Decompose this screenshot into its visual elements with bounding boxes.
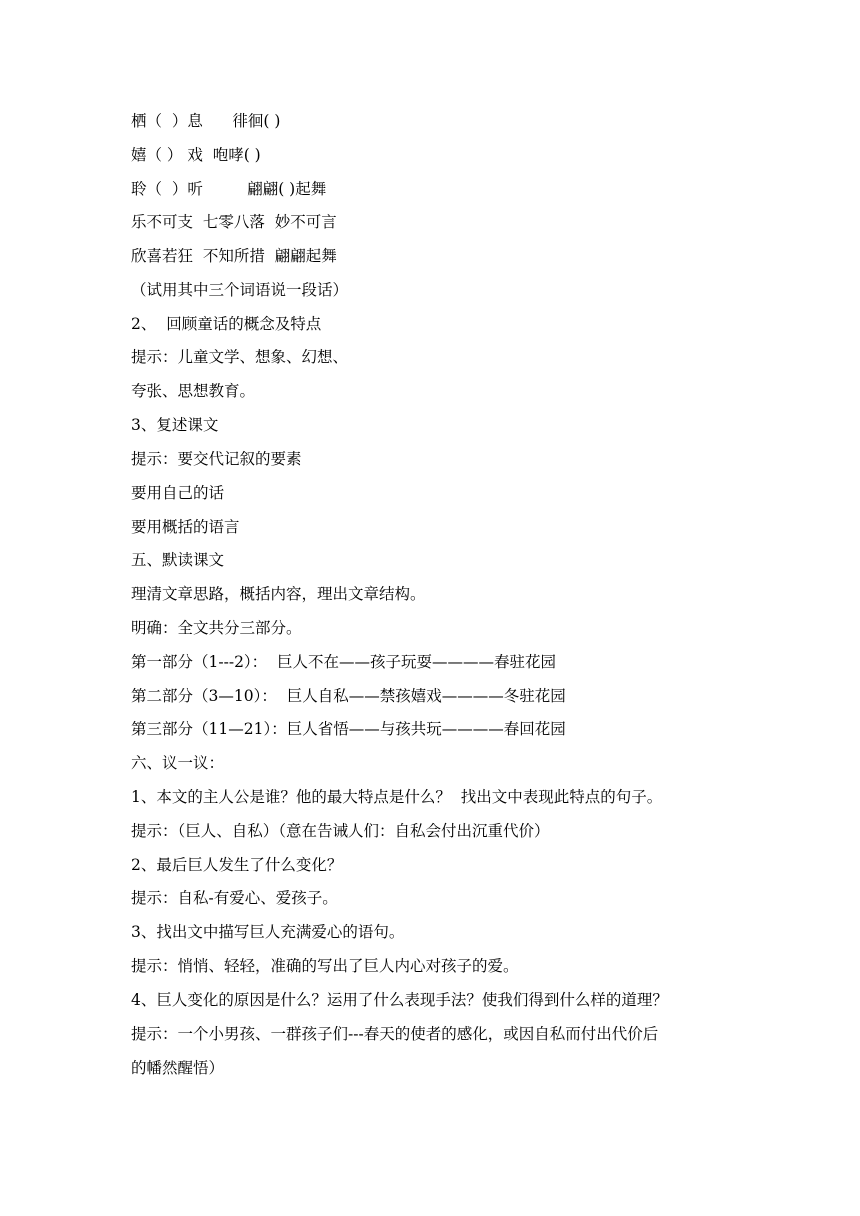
- structure-part-1: 第一部分（1---2）： 巨人不在——孩子玩耍————春驻花园: [131, 653, 557, 671]
- structure-part-2: 第二部分（3—10）： 巨人自私——禁孩嬉戏————冬驻花园: [131, 687, 566, 705]
- hint-4: 提示：一个小男孩、一群孩子们---春天的使者的感化，或因自私而付出代价后: [131, 1025, 659, 1043]
- question-3: 3、找出文中描写巨人充满爱心的语句。: [131, 923, 405, 941]
- question-4: 4、巨人变化的原因是什么？运用了什么表现手法？使我们得到什么样的道理？: [131, 991, 668, 1009]
- text-line: 要用自己的话: [131, 484, 225, 502]
- structure-part-3: 第三部分（11—21）：巨人省悟——与孩共玩————春回花园: [131, 720, 566, 738]
- text-line: 乐不可支 七零八落 妙不可言: [131, 213, 337, 231]
- text-line: 夸张、思想教育。: [131, 382, 256, 400]
- question-1: 1、本文的主人公是谁？他的最大特点是什么？ 找出文中表现此特点的句子。: [131, 788, 663, 806]
- text-line: 提示：要交代记叙的要素: [131, 450, 302, 468]
- section-heading: 3、复述课文: [131, 416, 219, 434]
- question-2: 2、最后巨人发生了什么变化？: [131, 856, 343, 874]
- text-line: 栖（ ）息 徘徊( ): [131, 112, 281, 130]
- section-heading: 2、 回顾童话的概念及特点: [131, 315, 322, 333]
- text-line: 要用概括的语言: [131, 518, 240, 536]
- text-line: 提示：儿童文学、想象、幻想、: [131, 348, 349, 366]
- hint-4-continued: 的幡然醒悟）: [131, 1059, 225, 1077]
- hint-1: 提示：（巨人、自私）（意在告诫人们：自私会付出沉重代价）: [131, 822, 550, 840]
- text-line: 欣喜若狂 不知所措 翩翩起舞: [131, 247, 337, 265]
- text-line: 明确：全文共分三部分。: [131, 619, 302, 637]
- hint-2: 提示：自私-有爱心、爱孩子。: [131, 889, 338, 907]
- section-heading: 五、默读课文: [131, 551, 225, 569]
- text-line: 嬉（ ） 戏 咆哮( ): [131, 146, 261, 164]
- hint-3: 提示：悄悄、轻轻，准确的写出了巨人内心对孩子的爱。: [131, 957, 519, 975]
- section-heading: 六、议一议：: [131, 754, 225, 772]
- text-line: 理清文章思路，概括内容，理出文章结构。: [131, 585, 426, 603]
- text-line: （试用其中三个词语说一段话）: [131, 281, 349, 299]
- text-line: 聆（ ）听 翩翩( )起舞: [131, 180, 327, 198]
